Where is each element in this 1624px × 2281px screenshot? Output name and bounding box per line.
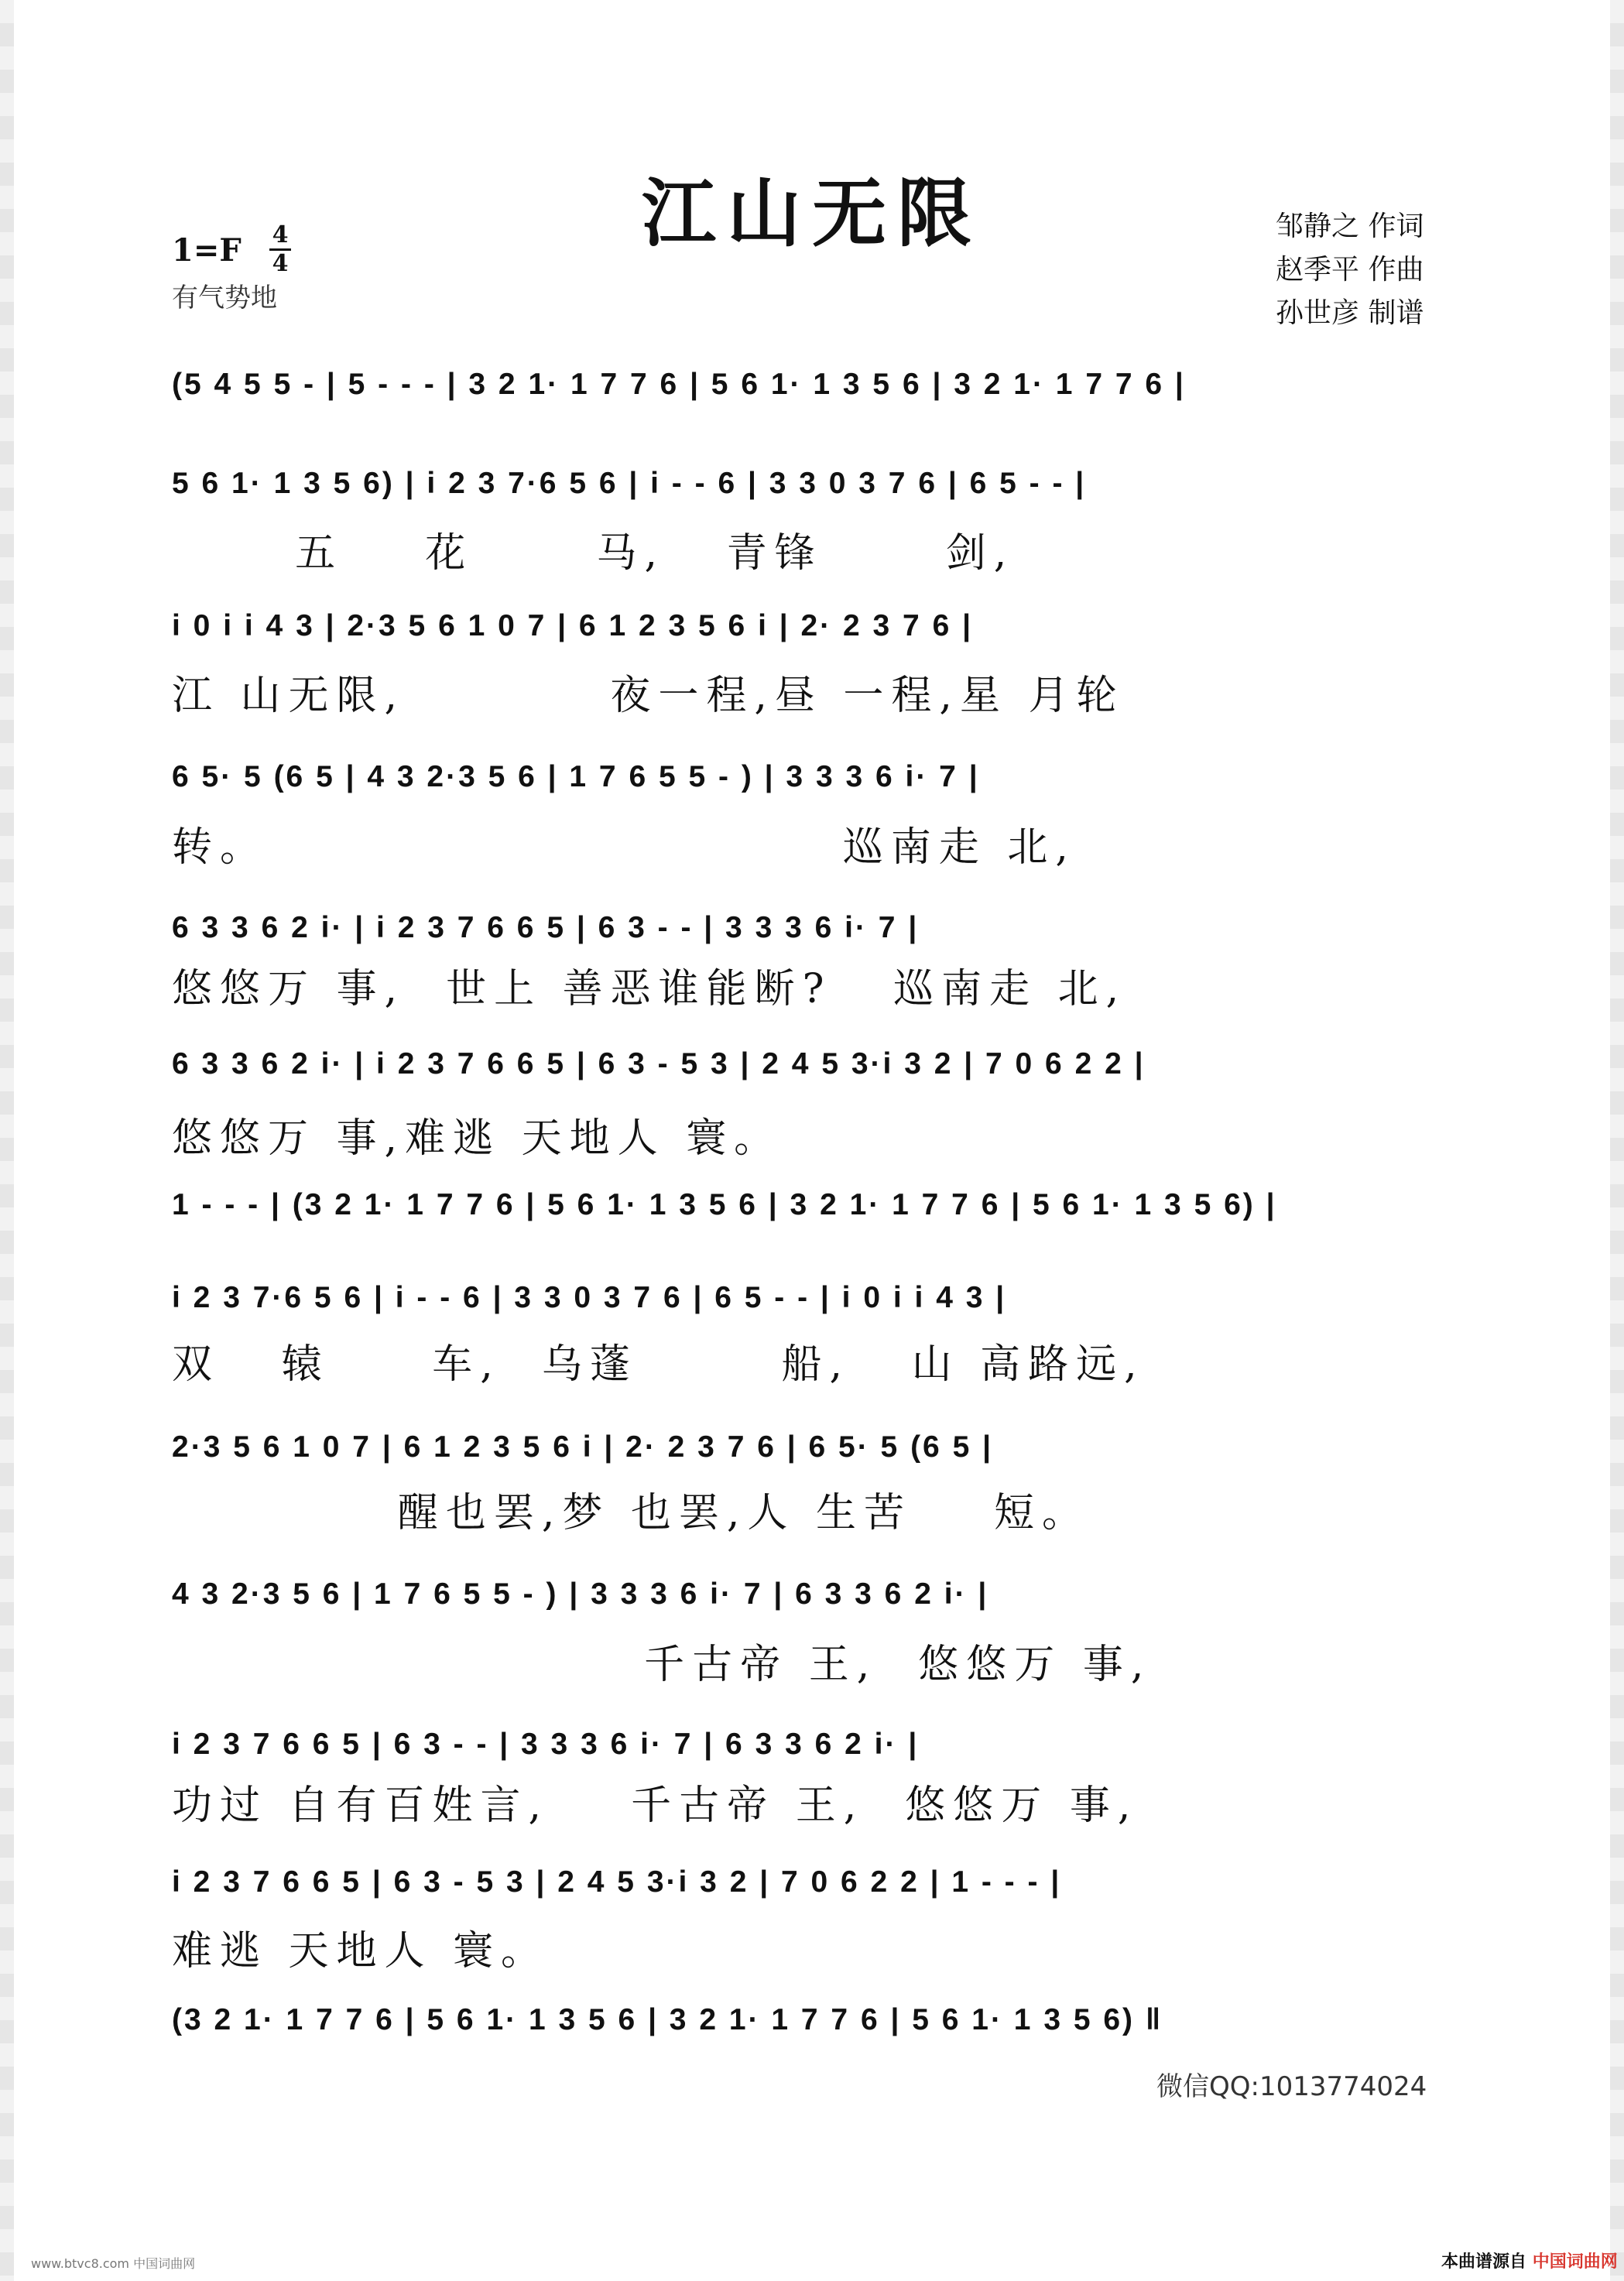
lyrics-line-12: 难逃 天地人 寰。	[172, 1928, 550, 1974]
lyrics-line-4: 转。 巡南走 北,	[172, 824, 1076, 871]
notation-line-3: i 0 i i 4 3 | 2·3 5 6 1 0 7 | 6 1 2 3 5 6 i | 2· 2 3 7 6 |	[172, 609, 974, 642]
lyrics-line-3: 江 山无限, 夜一程,昼 一程,星 月轮	[172, 673, 1125, 719]
notation-line-1: (5 4 5 5 - | 5 - - - | 3 2 1· 1 7 7 6 | 5 6 1· 1 3 5 6 | 3 2 1· 1 7 7 6 |	[172, 368, 1186, 401]
source-brand-link[interactable]: 中国词曲网	[1532, 2252, 1618, 2272]
notation-line-10: 4 3 2·3 5 6 | 1 7 6 5 5 - ) | 3 3 3 6 i· 7 | 6 3 3 6 2 i· |	[172, 1577, 989, 1611]
arranger-credit: 孙世彦 制谱	[1276, 297, 1424, 329]
composer-credit: 赵季平 作曲	[1276, 254, 1424, 286]
lyrics-line-10: 千古帝 王, 悠悠万 事,	[172, 1642, 1152, 1688]
source-credit	[1441, 2248, 1618, 2272]
lyrics-line-6: 悠悠万 事,难逃 天地人 寰。	[172, 1115, 783, 1162]
lyrics-line-5: 悠悠万 事, 世上 善恶谁能断? 巡南走 北,	[172, 966, 1127, 1012]
lyrics-line-2: 五 花 马, 青锋 剑,	[172, 530, 1015, 577]
notation-line-8: i 2 3 7·6 5 6 | i - - 6 | 3 3 0 3 7 6 | 6 5 - - | i 0 i i 4 3 |	[172, 1281, 1007, 1314]
time-signature-top: 4	[272, 221, 289, 248]
time-signature	[269, 223, 291, 276]
notation-line-7: 1 - - - | (3 2 1· 1 7 7 6 | 5 6 1· 1 3 5 6 | 3 2 1· 1 7 7 6 | 5 6 1· 1 3 5 6) |	[172, 1188, 1277, 1221]
tempo-marking: 有气势地	[172, 283, 277, 313]
page-title: 江山无限	[642, 170, 982, 257]
notation-line-4: 6 5· 5 (6 5 | 4 3 2·3 5 6 | 1 7 6 5 5 - ) | 3 3 3 6 i· 7 |	[172, 760, 980, 793]
notation-line-9: 2·3 5 6 1 0 7 | 6 1 2 3 5 6 i | 2· 2 3 7 6 | 6 5· 5 (6 5 |	[172, 1430, 994, 1464]
notation-line-5: 6 3 3 6 2 i· | i 2 3 7 6 6 5 | 6 3 - - | 3 3 3 6 i· 7 |	[172, 911, 920, 944]
notation-line-12: i 2 3 7 6 6 5 | 6 3 - 5 3 | 2 4 5 3·i 3 2 | 7 0 6 2 2 | 1 - - - |	[172, 1865, 1062, 1899]
time-signature-bottom: 4	[272, 250, 289, 277]
notation-line-11: i 2 3 7 6 6 5 | 6 3 - - | 3 3 3 6 i· 7 | 6 3 3 6 2 i· |	[172, 1728, 920, 1761]
left-site-watermark: www.btvc8.com 中国词曲网	[31, 2256, 196, 2271]
lyricist-credit: 邹静之 作词	[1276, 211, 1424, 242]
lyrics-line-9: 醒也罢,梦 也罢,人 生苦 短。	[172, 1490, 1091, 1536]
lyrics-line-8: 双 辕 车, 乌蓬 船, 山 高路远,	[172, 1341, 1145, 1388]
notation-line-2: 5 6 1· 1 3 5 6) | i 2 3 7·6 5 6 | i - - 6 | 3 3 0 3 7 6 | 6 5 - - |	[172, 467, 1087, 500]
wechat-qq-contact: 微信QQ:1013774024	[1156, 2071, 1427, 2102]
notation-line-13: (3 2 1· 1 7 7 6 | 5 6 1· 1 3 5 6 | 3 2 1· 1 7 7 6 | 5 6 1· 1 3 5 6) ‖	[172, 2003, 1163, 2036]
notation-line-6: 6 3 3 6 2 i· | i 2 3 7 6 6 5 | 6 3 - 5 3 | 2 4 5 3·i 3 2 | 7 0 6 2 2 |	[172, 1047, 1146, 1081]
lyrics-line-11: 功过 自有百姓言, 千古帝 王, 悠悠万 事,	[172, 1783, 1139, 1829]
credits	[1276, 205, 1424, 335]
key-signature: 1=F	[172, 232, 242, 269]
right-watermark-strip	[1610, 0, 1624, 2281]
source-credit-text: 本曲谱源自	[1441, 2252, 1527, 2272]
left-watermark-strip	[0, 0, 14, 2281]
